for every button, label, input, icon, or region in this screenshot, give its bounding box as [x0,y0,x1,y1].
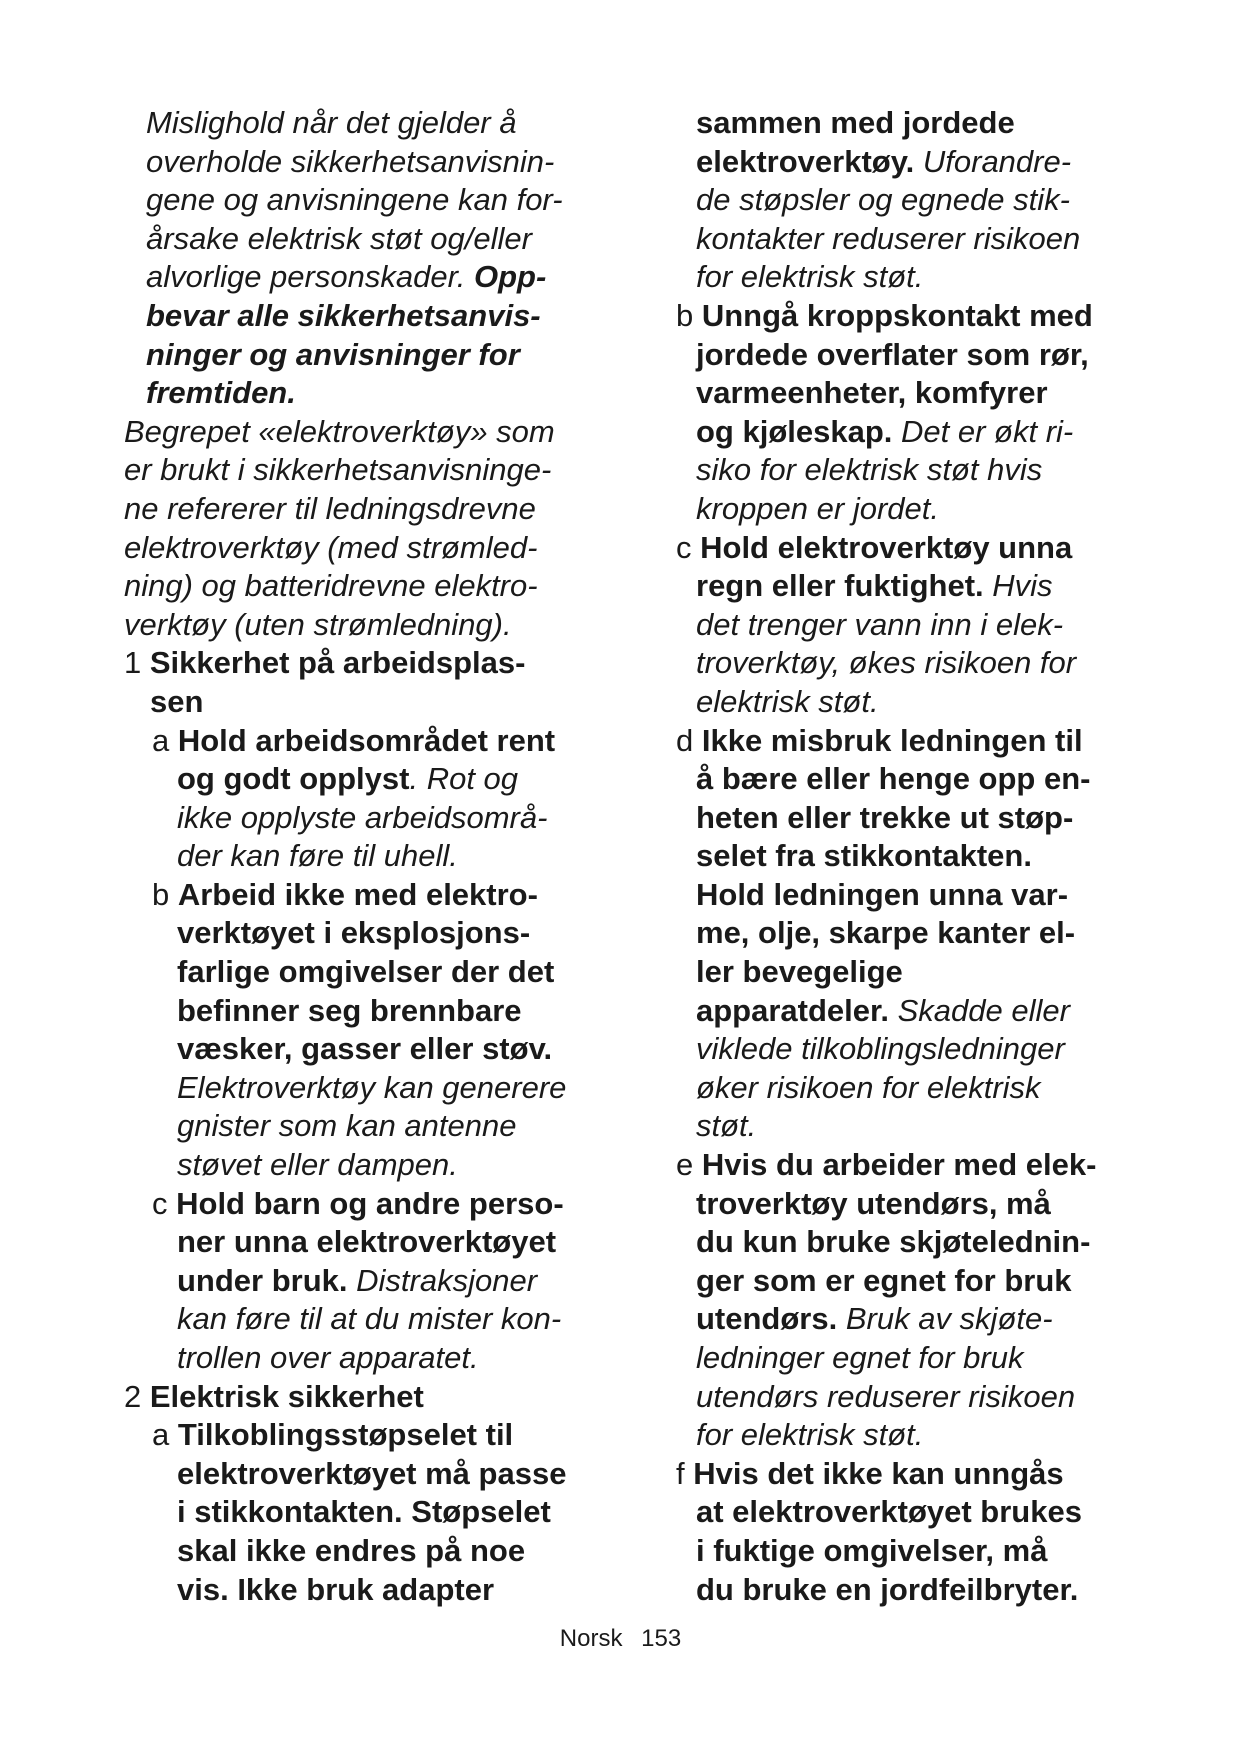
text-line: og godt opplyst. Rot og [177,761,519,797]
text-line: Elektroverktøy kan generere [177,1069,567,1105]
item-2b [676,297,1146,529]
text-line: 1 Sikkerhet på arbeidsplas- [124,645,526,681]
text-line: ning) og batteridrevne elektro- [124,568,538,604]
text-line: øker risikoen for elektrisk [696,1069,1041,1105]
text-line: skal ikke endres på noe [177,1532,526,1568]
text-line: Mislighold når det gjelder å [146,105,517,140]
text-line: du kun bruke skjøtelednin- [696,1224,1091,1260]
text-line: d Ikke misbruk ledningen til [676,722,1083,758]
item-1c [124,1185,614,1378]
text-line: a Tilkoblingsstøpselet til [152,1417,514,1453]
text-line: befinner seg brennbare [177,992,522,1028]
text-line: elektroverktøy. Uforandre- [696,143,1072,179]
section-2-heading [124,1378,614,1417]
text-line: er brukt i sikkerhetsanvisninge- [124,452,552,488]
item-2a [124,1416,614,1609]
section-1-heading [124,644,614,721]
text-line: elektrisk støt. [696,683,879,719]
right-column [676,104,1146,1609]
text-line: utendørs. Bruk av skjøte- [696,1301,1053,1337]
page-number: 153 [641,1625,682,1652]
text-line: i fuktige omgivelser, må [696,1532,1048,1568]
text-line: ninger og anvisninger for [146,336,520,372]
text-line: farlige omgivelser der det [177,954,555,990]
text-line: gene og anvisningene kan for- [146,182,563,218]
text-line: troverktøy, økes risikoen for [696,645,1077,681]
text-line: du bruke en jordfeilbryter. [696,1571,1079,1607]
text-line: de støpsler og egnede stik- [696,182,1070,218]
text-line: ledninger egnet for bruk [696,1340,1024,1375]
text-line: sammen med jordede [696,105,1015,140]
text-line: siko for elektrisk støt hvis [696,452,1043,488]
text-line: varmeenheter, komfyrer [696,375,1048,411]
text-line: b Unngå kroppskontakt med [676,297,1093,333]
text-line: verktøyet i eksplosjons- [177,915,531,951]
item-1a [124,722,614,876]
text-line: kan føre til at du mister kon- [177,1301,562,1337]
text-line: 2 Elektrisk sikkerhet [124,1378,424,1414]
page-footer [0,1625,1241,1653]
text-line: gnister som kan antenne [177,1108,517,1144]
item-1b [124,876,614,1185]
text-line: ne refererer til ledningsdrevne [124,490,536,526]
text-line: selet fra stikkontakten. [696,838,1032,874]
text-line: f Hvis det ikke kan unngås [676,1455,1064,1491]
definition-paragraph [124,413,614,645]
text-line: a Hold arbeidsområdet rent [152,722,556,758]
text-line: å bære eller henge opp en- [696,761,1091,797]
text-line: elektroverktøyet må passe [177,1455,567,1491]
text-line: væsker, gasser eller støv. [177,1031,553,1067]
text-line: b Arbeid ikke med elektro- [152,876,538,912]
text-line: støvet eller dampen. [177,1147,458,1183]
text-line: trollen over apparatet. [177,1340,479,1375]
text-line: sen [150,683,204,719]
text-line: kroppen er jordet. [696,490,939,526]
text-line: e Hvis du arbeider med elek- [676,1147,1097,1183]
text-line: der kan føre til uhell. [177,838,458,874]
text-line: regn eller fuktighet. Hvis [696,568,1053,604]
item-2a-continued [676,104,1146,297]
text-line: at elektroverktøyet brukes [696,1494,1082,1530]
item-2f [676,1455,1146,1609]
text-line: c Hold barn og andre perso- [152,1185,564,1221]
text-line: årsake elektrisk støt og/eller [146,220,532,256]
text-line: fremtiden. [146,375,296,411]
intro-paragraph [124,104,614,413]
text-line: det trenger vann inn i elek- [696,606,1064,642]
text-line: me, olje, skarpe kanter el- [696,915,1076,951]
text-line: elektroverktøy (med strømled- [124,529,538,565]
footer-language: Norsk [559,1625,623,1652]
text-line: jordede overflater som rør, [696,336,1089,372]
text-line: troverktøy utendørs, må [696,1185,1051,1221]
text-line: ner unna elektroverktøyet [177,1224,557,1260]
text-line: apparatdeler. Skadde eller [696,992,1070,1028]
left-column [124,104,614,1609]
text-line: Begrepet «elektroverktøy» som [124,413,555,449]
text-line: vis. Ikke bruk adapter [177,1571,495,1607]
text-line: utendørs reduserer risikoen [696,1378,1076,1414]
text-line: for elektrisk støt. [696,1417,924,1453]
text-line: under bruk. Distraksjoner [177,1262,538,1298]
item-2e [676,1146,1146,1455]
text-line: støt. [696,1108,757,1144]
text-line: ger som er egnet for bruk [696,1262,1072,1298]
text-line: overholde sikkerhetsanvisnin- [146,143,555,179]
text-line: Hold ledningen unna var- [696,876,1069,912]
text-line: viklede tilkoblingsledninger [696,1031,1065,1067]
text-line: kontakter reduserer risikoen [696,220,1081,256]
text-line: for elektrisk støt. [696,259,924,295]
text-line: bevar alle sikkerhetsanvis- [146,297,541,333]
text-line: c Hold elektroverktøy unna [676,529,1073,565]
item-2c [676,529,1146,722]
text-line: alvorlige personskader. Opp- [146,259,547,295]
text-line: ler bevegelige [696,954,903,990]
item-2d [676,722,1146,1147]
text-line: ikke opplyste arbeidsområ- [177,799,548,835]
text-line: heten eller trekke ut støp- [696,799,1074,835]
text-line: i stikkontakten. Støpselet [177,1494,551,1530]
text-line: verktøy (uten strømledning). [124,606,512,642]
text-line: og kjøleskap. Det er økt ri- [696,413,1074,449]
